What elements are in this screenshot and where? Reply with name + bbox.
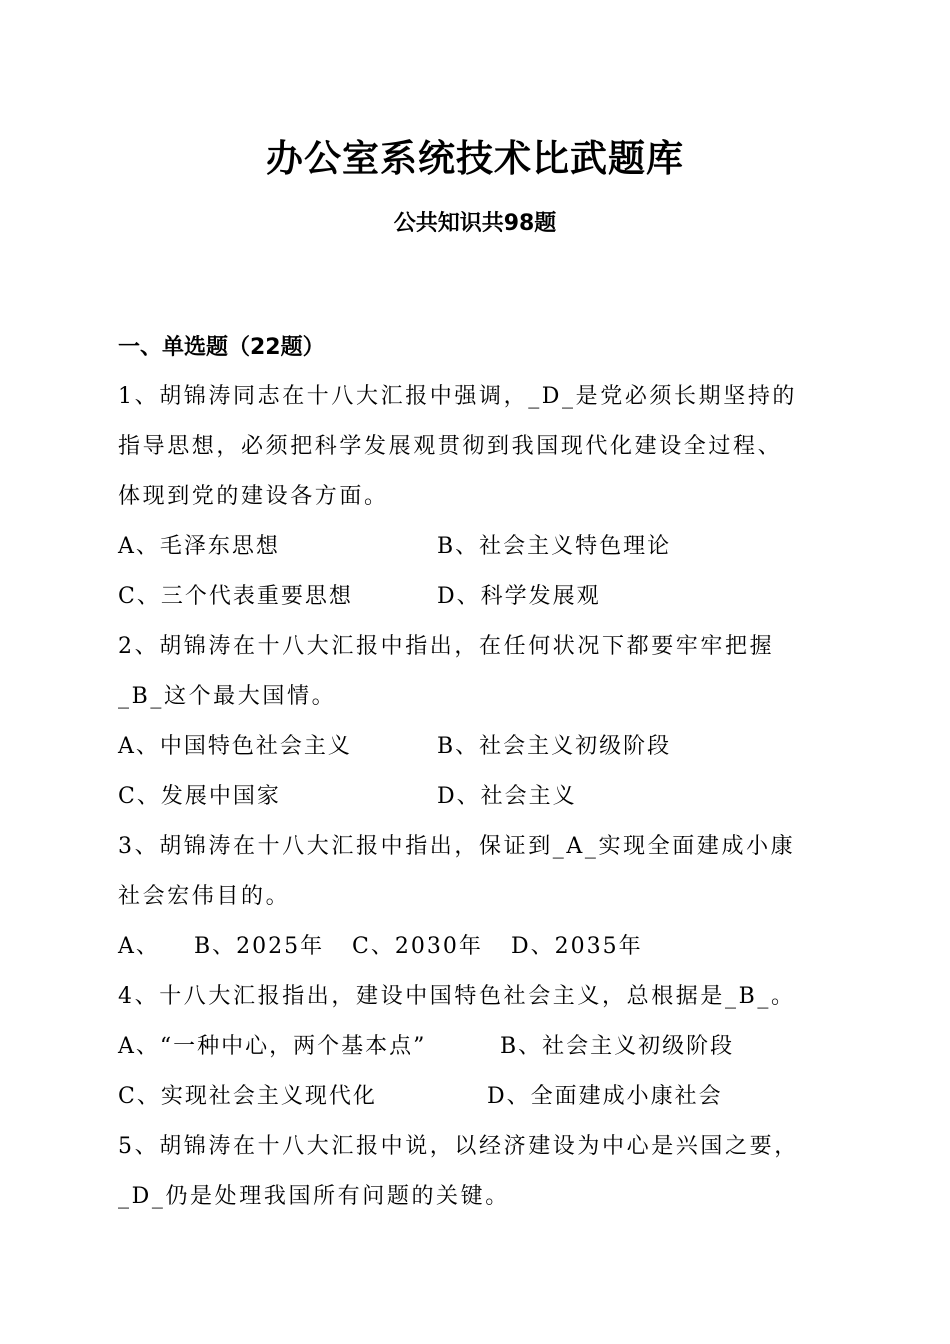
question-1-line-1: 1、胡锦涛同志在十八大汇报中强调，_D_是党必须长期坚持的 [118, 384, 798, 409]
question-4-option-d: D、全面建成小康社会 [487, 1084, 723, 1109]
question-1-line-2: 指导思想，必须把科学发展观贯彻到我国现代化建设全过程、 [118, 434, 783, 459]
question-4-line-1: 4、十八大汇报指出，建设中国特色社会主义，总根据是_B_。 [118, 984, 796, 1009]
document-title: 办公室系统技术比武题库 [266, 137, 684, 180]
question-3-line-1: 3、胡锦涛在十八大汇报中指出，保证到_A_实现全面建成小康 [118, 834, 796, 859]
question-1-option-c: C、三个代表重要思想 [118, 584, 353, 609]
question-5-line-2: _D_仍是处理我国所有问题的关键。 [118, 1184, 510, 1209]
question-2-option-a: A、中国特色社会主义 [118, 734, 352, 759]
section-heading: 一、单选题（22题） [118, 335, 325, 360]
question-4-option-a: A、“一种中心，两个基本点” [118, 1034, 427, 1059]
question-2-option-c: C、发展中国家 [118, 784, 281, 809]
question-4-option-b: B、社会主义初级阶段 [500, 1034, 735, 1059]
question-4-option-c: C、实现社会主义现代化 [118, 1084, 377, 1109]
question-2-line-1: 2、胡锦涛在十八大汇报中指出，在任何状况下都要牢牢把握 [118, 634, 775, 659]
question-1-option-b: B、社会主义特色理论 [437, 534, 672, 559]
question-2-line-2: _B_这个最大国情。 [118, 684, 337, 709]
question-3-option-d: D、2035年 [511, 934, 643, 959]
question-2-option-b: B、社会主义初级阶段 [437, 734, 672, 759]
document-subtitle: 公共知识共98题 [393, 211, 557, 236]
question-2-option-d: D、社会主义 [437, 784, 577, 809]
question-3-option-a: A、 [118, 934, 160, 959]
question-1-option-d: D、科学发展观 [437, 584, 601, 609]
question-3-option-b: B、2025年 [194, 934, 325, 959]
question-1-line-3: 体现到党的建设各方面。 [118, 484, 389, 509]
question-3-option-c: C、2030年 [352, 934, 483, 959]
question-3-line-2: 社会宏伟目的。 [118, 884, 291, 909]
question-1-option-a: A、毛泽东思想 [118, 534, 280, 559]
question-5-line-1: 5、胡锦涛在十八大汇报中说，以经济建设为中心是兴国之要， [118, 1134, 799, 1159]
